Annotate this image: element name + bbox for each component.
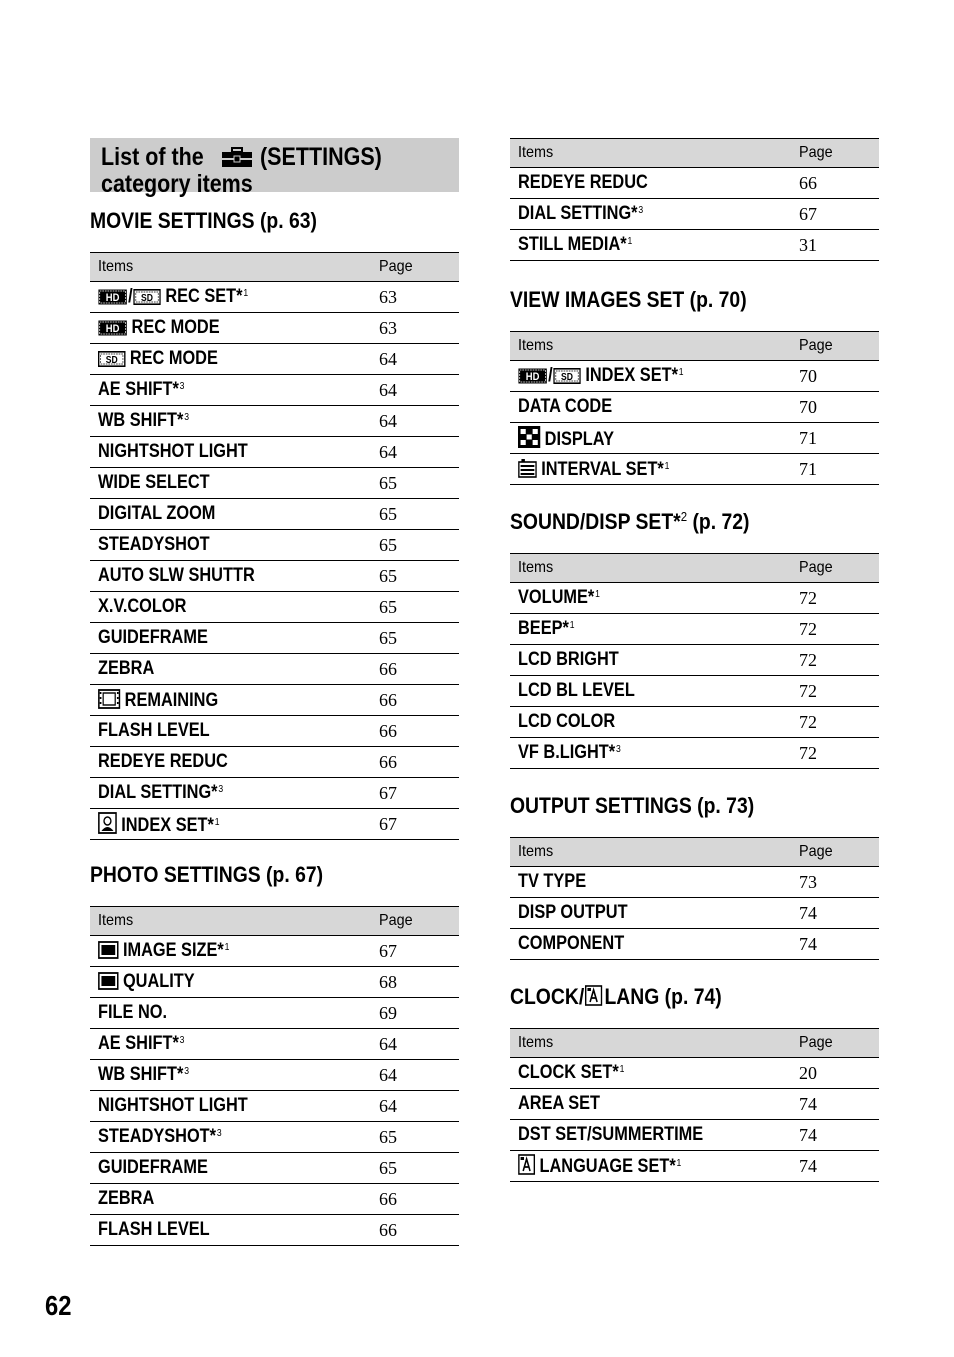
item-label: VF B.LIGHT* <box>518 742 616 763</box>
item-rec-mode <box>90 344 379 375</box>
item-page-number: 64 <box>379 344 459 375</box>
photo-frame-icon <box>98 972 119 990</box>
svg-text:SD: SD <box>141 292 154 304</box>
table-row <box>510 738 879 769</box>
output-settings-table <box>510 837 879 960</box>
table-row <box>510 199 879 230</box>
item-quality <box>90 967 379 998</box>
footnote-mark: 1 <box>678 367 684 378</box>
item-vf-b-light <box>510 738 799 769</box>
table-row <box>90 406 459 437</box>
item-page-number: 66 <box>379 747 459 778</box>
item-page-number: 66 <box>379 716 459 747</box>
item-label: FLASH LEVEL <box>98 1219 210 1240</box>
table-row <box>510 423 879 454</box>
items-column-header: Items <box>510 332 799 361</box>
photo-settings-table <box>90 906 459 1246</box>
table-row <box>90 561 459 592</box>
table-header-row <box>510 1029 879 1058</box>
svg-text:SD: SD <box>105 354 118 366</box>
footnote-mark: 3 <box>638 205 644 216</box>
item-label: IMAGE SIZE* <box>122 940 224 961</box>
footnote-mark: 1 <box>224 942 230 953</box>
item-label: DST SET/SUMMERTIME <box>518 1124 704 1145</box>
table-row <box>90 1029 459 1060</box>
slash-separator: / <box>548 365 553 386</box>
items-column-header: Items <box>510 554 799 583</box>
item-label: GUIDEFRAME <box>98 1157 208 1178</box>
item-label: AUTO SLW SHUTTR <box>98 565 255 586</box>
item-redeye-reduc <box>90 747 379 778</box>
table-header-row <box>510 554 879 583</box>
item-label: ZEBRA <box>98 658 155 679</box>
item-page-number: 74 <box>799 1089 879 1120</box>
items-column-header: Items <box>510 838 799 867</box>
item-label: REC MODE <box>131 317 220 338</box>
table-row <box>90 592 459 623</box>
footnote-mark: 3 <box>615 744 621 755</box>
movie-settings-table <box>90 252 459 840</box>
item-label: QUALITY <box>122 971 195 992</box>
title-line1-prefix: List of the <box>101 143 204 171</box>
item-zebra <box>90 654 379 685</box>
section-heading-sound: SOUND/DISP SET*$^2$ (p. 72) <box>510 509 750 534</box>
item-page-number: 65 <box>379 499 459 530</box>
item-rec-set <box>90 282 379 313</box>
item-page-number: 65 <box>379 1153 459 1184</box>
item-label: X.V.COLOR <box>98 596 187 617</box>
item-page-number: 64 <box>379 1091 459 1122</box>
section-heading-output: OUTPUT SETTINGS (p. 73) <box>510 793 755 818</box>
item-image-size <box>90 936 379 967</box>
item-digital-zoom <box>90 499 379 530</box>
item-page-number: 66 <box>379 1215 459 1246</box>
item-label: INDEX SET* <box>585 365 678 386</box>
svg-text:SD: SD <box>561 371 574 383</box>
item-label: LCD BL LEVEL <box>518 680 635 701</box>
item-page-number: 65 <box>379 530 459 561</box>
footnote-mark: 3 <box>218 784 224 795</box>
page-column-header: Page <box>799 1029 879 1058</box>
page-column-header: Page <box>379 907 459 936</box>
item-label: COMPONENT <box>518 933 625 954</box>
item-still-media <box>510 230 799 261</box>
item-data-code <box>510 392 799 423</box>
table-row <box>90 654 459 685</box>
item-dst-set-summertime <box>510 1120 799 1151</box>
item-page-number: 65 <box>379 1122 459 1153</box>
item-page-number: 65 <box>379 468 459 499</box>
table-row <box>90 344 459 375</box>
item-label: CLOCK SET* <box>518 1062 619 1083</box>
item-page-number: 69 <box>379 998 459 1029</box>
section-heading-photo: PHOTO SETTINGS (p. 67) <box>90 862 324 887</box>
table-row <box>90 685 459 716</box>
view-images-table <box>510 331 879 485</box>
item-page-number: 67 <box>379 936 459 967</box>
page-column-header: Page <box>799 332 879 361</box>
page-column-header: Page <box>379 253 459 282</box>
item-page-number: 64 <box>379 375 459 406</box>
section-heading-clock: CLOCK/ LANG (p. 74) <box>510 984 722 1009</box>
item-page-number: 65 <box>379 592 459 623</box>
item-steadyshot <box>90 530 379 561</box>
item-label: DATA CODE <box>518 396 613 417</box>
item-page-number: 72 <box>799 583 879 614</box>
item-label: BEEP* <box>518 618 569 639</box>
table-header-row <box>510 139 879 168</box>
table-header-row <box>90 907 459 936</box>
item-page-number: 67 <box>799 199 879 230</box>
table-row <box>510 583 879 614</box>
item-flash-level <box>90 1215 379 1246</box>
table-row <box>90 375 459 406</box>
item-label: DISPLAY <box>544 428 614 450</box>
item-page-number: 66 <box>379 654 459 685</box>
table-row <box>510 898 879 929</box>
sd-icon <box>98 351 126 367</box>
item-page-number: 64 <box>379 437 459 468</box>
section-heading-view: VIEW IMAGES SET (p. 70) <box>510 287 747 312</box>
footnote-mark: 1 <box>619 1064 625 1075</box>
page-column-header: Page <box>799 139 879 168</box>
item-label: AREA SET <box>518 1093 601 1114</box>
item-label: REDEYE REDUC <box>518 172 648 193</box>
item-label: FILE NO. <box>98 1002 168 1023</box>
item-page-number: 64 <box>379 1060 459 1091</box>
table-row <box>90 967 459 998</box>
item-display <box>510 423 799 454</box>
footnote-mark: 2 <box>680 509 688 524</box>
photo-frame-icon <box>98 941 119 959</box>
item-page-number: 72 <box>799 707 879 738</box>
item-wb-shift <box>90 1060 379 1091</box>
table-header-row <box>510 332 879 361</box>
table-row <box>510 392 879 423</box>
item-label: FLASH LEVEL <box>98 720 210 741</box>
table-row <box>510 614 879 645</box>
item-label: NIGHTSHOT LIGHT <box>98 441 248 462</box>
table-row <box>90 1060 459 1091</box>
item-label: LCD BRIGHT <box>518 649 619 670</box>
item-label: DISP OUTPUT <box>518 902 628 923</box>
item-page-number: 20 <box>799 1058 879 1089</box>
item-label: REC SET* <box>165 286 243 307</box>
item-dial-setting <box>510 199 799 230</box>
item-label: INTERVAL SET* <box>541 458 664 480</box>
clock-lang-table <box>510 1028 879 1182</box>
item-rec-mode <box>90 313 379 344</box>
footnote-mark: 3 <box>216 1128 222 1139</box>
item-page-number: 74 <box>799 898 879 929</box>
table-row <box>90 1091 459 1122</box>
item-page-number: 74 <box>799 1120 879 1151</box>
item-page-number: 64 <box>379 1029 459 1060</box>
footnote-mark: 3 <box>184 412 189 423</box>
item-label: DIAL SETTING* <box>518 203 638 224</box>
table-row <box>510 1120 879 1151</box>
item-wide-select <box>90 468 379 499</box>
table-row <box>510 867 879 898</box>
page-title <box>90 138 459 198</box>
item-label: LCD COLOR <box>518 711 616 732</box>
item-page-number: 73 <box>799 867 879 898</box>
item-dial-setting <box>90 778 379 809</box>
item-page-number: 74 <box>799 929 879 960</box>
item-index-set <box>510 361 799 392</box>
item-page-number: 31 <box>799 230 879 261</box>
photo-settings-continued-table <box>510 138 879 261</box>
interval-icon <box>518 458 537 478</box>
item-zebra <box>90 1184 379 1215</box>
table-row <box>90 1215 459 1246</box>
table-row <box>90 998 459 1029</box>
item-label: WB SHIFT* <box>98 1064 184 1085</box>
table-header-row <box>510 838 879 867</box>
table-row <box>510 1089 879 1120</box>
table-row <box>90 1184 459 1215</box>
item-ae-shift <box>90 375 379 406</box>
item-page-number: 65 <box>379 561 459 592</box>
footnote-mark: 1 <box>243 288 249 299</box>
item-nightshot-light <box>90 437 379 468</box>
item-page-number: 74 <box>799 1151 879 1182</box>
item-label: GUIDEFRAME <box>98 627 208 648</box>
item-guideframe <box>90 1153 379 1184</box>
item-page-number: 70 <box>799 361 879 392</box>
table-header-row <box>90 253 459 282</box>
table-row <box>90 437 459 468</box>
item-page-number: 71 <box>799 423 879 454</box>
item-label: REMAINING <box>124 689 219 711</box>
table-row <box>90 468 459 499</box>
item-label: STEADYSHOT <box>98 534 210 555</box>
item-beep <box>510 614 799 645</box>
table-row <box>90 936 459 967</box>
table-row <box>510 1151 879 1182</box>
item-label: WIDE SELECT <box>98 472 210 493</box>
table-row <box>90 778 459 809</box>
item-page-number: 66 <box>379 685 459 716</box>
item-page-number: 68 <box>379 967 459 998</box>
footnote-mark: 3 <box>184 1066 189 1077</box>
footnote-mark: 1 <box>627 236 633 247</box>
item-wb-shift <box>90 406 379 437</box>
item-volume <box>510 583 799 614</box>
svg-text:HD: HD <box>525 371 540 384</box>
item-label: STILL MEDIA* <box>518 234 627 255</box>
left-column <box>90 138 459 1266</box>
item-page-number: 64 <box>379 406 459 437</box>
table-row <box>510 1058 879 1089</box>
svg-text:HD: HD <box>105 323 120 336</box>
sd-icon <box>134 289 162 305</box>
table-row <box>90 623 459 654</box>
item-page-number: 72 <box>799 614 879 645</box>
item-page-number: 66 <box>379 1184 459 1215</box>
table-row <box>90 1153 459 1184</box>
toolbox-icon <box>220 147 254 169</box>
item-tv-type <box>510 867 799 898</box>
checker-icon <box>518 426 540 448</box>
item-label: AE SHIFT* <box>98 1033 179 1054</box>
item-clock-set <box>510 1058 799 1089</box>
item-page-number: 71 <box>799 454 879 485</box>
table-row <box>510 707 879 738</box>
item-label: REC MODE <box>129 348 218 369</box>
hd-icon <box>98 320 127 336</box>
sd-icon <box>554 368 582 384</box>
item-label: DIAL SETTING* <box>98 782 218 803</box>
face-icon <box>98 812 117 834</box>
item-page-number: 67 <box>379 809 459 840</box>
table-row <box>510 676 879 707</box>
items-column-header: Items <box>90 907 379 936</box>
item-label: AE SHIFT* <box>98 379 179 400</box>
item-disp-output <box>510 898 799 929</box>
item-label: NIGHTSHOT LIGHT <box>98 1095 248 1116</box>
item-page-number: 72 <box>799 676 879 707</box>
table-row <box>510 645 879 676</box>
table-row <box>510 361 879 392</box>
item-page-number: 67 <box>379 778 459 809</box>
item-label: TV TYPE <box>518 871 587 892</box>
table-row <box>90 313 459 344</box>
title-line2: category items <box>101 170 253 198</box>
language-a-icon <box>518 1154 535 1175</box>
table-row <box>510 929 879 960</box>
footnote-mark: 1 <box>214 816 220 828</box>
section-heading-movie: MOVIE SETTINGS (p. 63) <box>90 208 317 233</box>
hd-icon <box>518 368 547 384</box>
item-page-number: 63 <box>379 282 459 313</box>
item-steadyshot <box>90 1122 379 1153</box>
table-row <box>90 747 459 778</box>
item-label: REDEYE REDUC <box>98 751 228 772</box>
item-label: DIGITAL ZOOM <box>98 503 216 524</box>
item-x-v-color <box>90 592 379 623</box>
item-nightshot-light <box>90 1091 379 1122</box>
item-label: ZEBRA <box>98 1188 155 1209</box>
item-file-no <box>90 998 379 1029</box>
item-lcd-bright <box>510 645 799 676</box>
footnote-mark: 1 <box>595 589 600 600</box>
item-page-number: 70 <box>799 392 879 423</box>
hd-icon <box>98 289 127 305</box>
item-label: VOLUME* <box>518 587 595 608</box>
item-label: WB SHIFT* <box>98 410 184 431</box>
footnote-mark: 1 <box>569 620 575 631</box>
footnote-mark: 3 <box>179 381 185 392</box>
table-row <box>90 809 459 840</box>
item-language-set <box>510 1151 799 1182</box>
item-ae-shift <box>90 1029 379 1060</box>
item-guideframe <box>90 623 379 654</box>
footnote-mark: 1 <box>664 460 670 472</box>
items-column-header: Items <box>510 139 799 168</box>
item-index-set <box>90 809 379 840</box>
item-label: STEADYSHOT* <box>98 1126 217 1147</box>
page-number: 62 <box>45 1290 72 1321</box>
table-row <box>90 499 459 530</box>
table-row <box>510 454 879 485</box>
item-component <box>510 929 799 960</box>
item-remaining <box>90 685 379 716</box>
page-column-header: Page <box>799 554 879 583</box>
item-area-set <box>510 1089 799 1120</box>
item-label: LANGUAGE SET* <box>539 1156 676 1177</box>
sound-disp-table <box>510 553 879 769</box>
film-icon <box>98 689 120 709</box>
right-column <box>510 138 879 1202</box>
item-label: INDEX SET* <box>121 814 214 836</box>
item-page-number: 66 <box>799 168 879 199</box>
table-row <box>90 1122 459 1153</box>
item-page-number: 63 <box>379 313 459 344</box>
item-page-number: 72 <box>799 645 879 676</box>
footnote-mark: 3 <box>179 1035 185 1046</box>
item-page-number: 65 <box>379 623 459 654</box>
item-lcd-bl-level <box>510 676 799 707</box>
svg-text:HD: HD <box>105 292 120 305</box>
table-row <box>90 282 459 313</box>
footnote-mark: 1 <box>676 1158 682 1169</box>
table-row <box>90 530 459 561</box>
title-line1-suffix: (SETTINGS) <box>260 143 383 171</box>
item-auto-slw-shuttr <box>90 561 379 592</box>
table-row <box>510 230 879 261</box>
item-redeye-reduc <box>510 168 799 199</box>
item-flash-level <box>90 716 379 747</box>
language-a-icon <box>585 985 603 1006</box>
page-column-header: Page <box>799 838 879 867</box>
item-lcd-color <box>510 707 799 738</box>
table-row <box>90 716 459 747</box>
slash-separator: / <box>128 286 133 307</box>
table-row <box>510 168 879 199</box>
items-column-header: Items <box>90 253 379 282</box>
item-interval-set <box>510 454 799 485</box>
item-page-number: 72 <box>799 738 879 769</box>
items-column-header: Items <box>510 1029 799 1058</box>
